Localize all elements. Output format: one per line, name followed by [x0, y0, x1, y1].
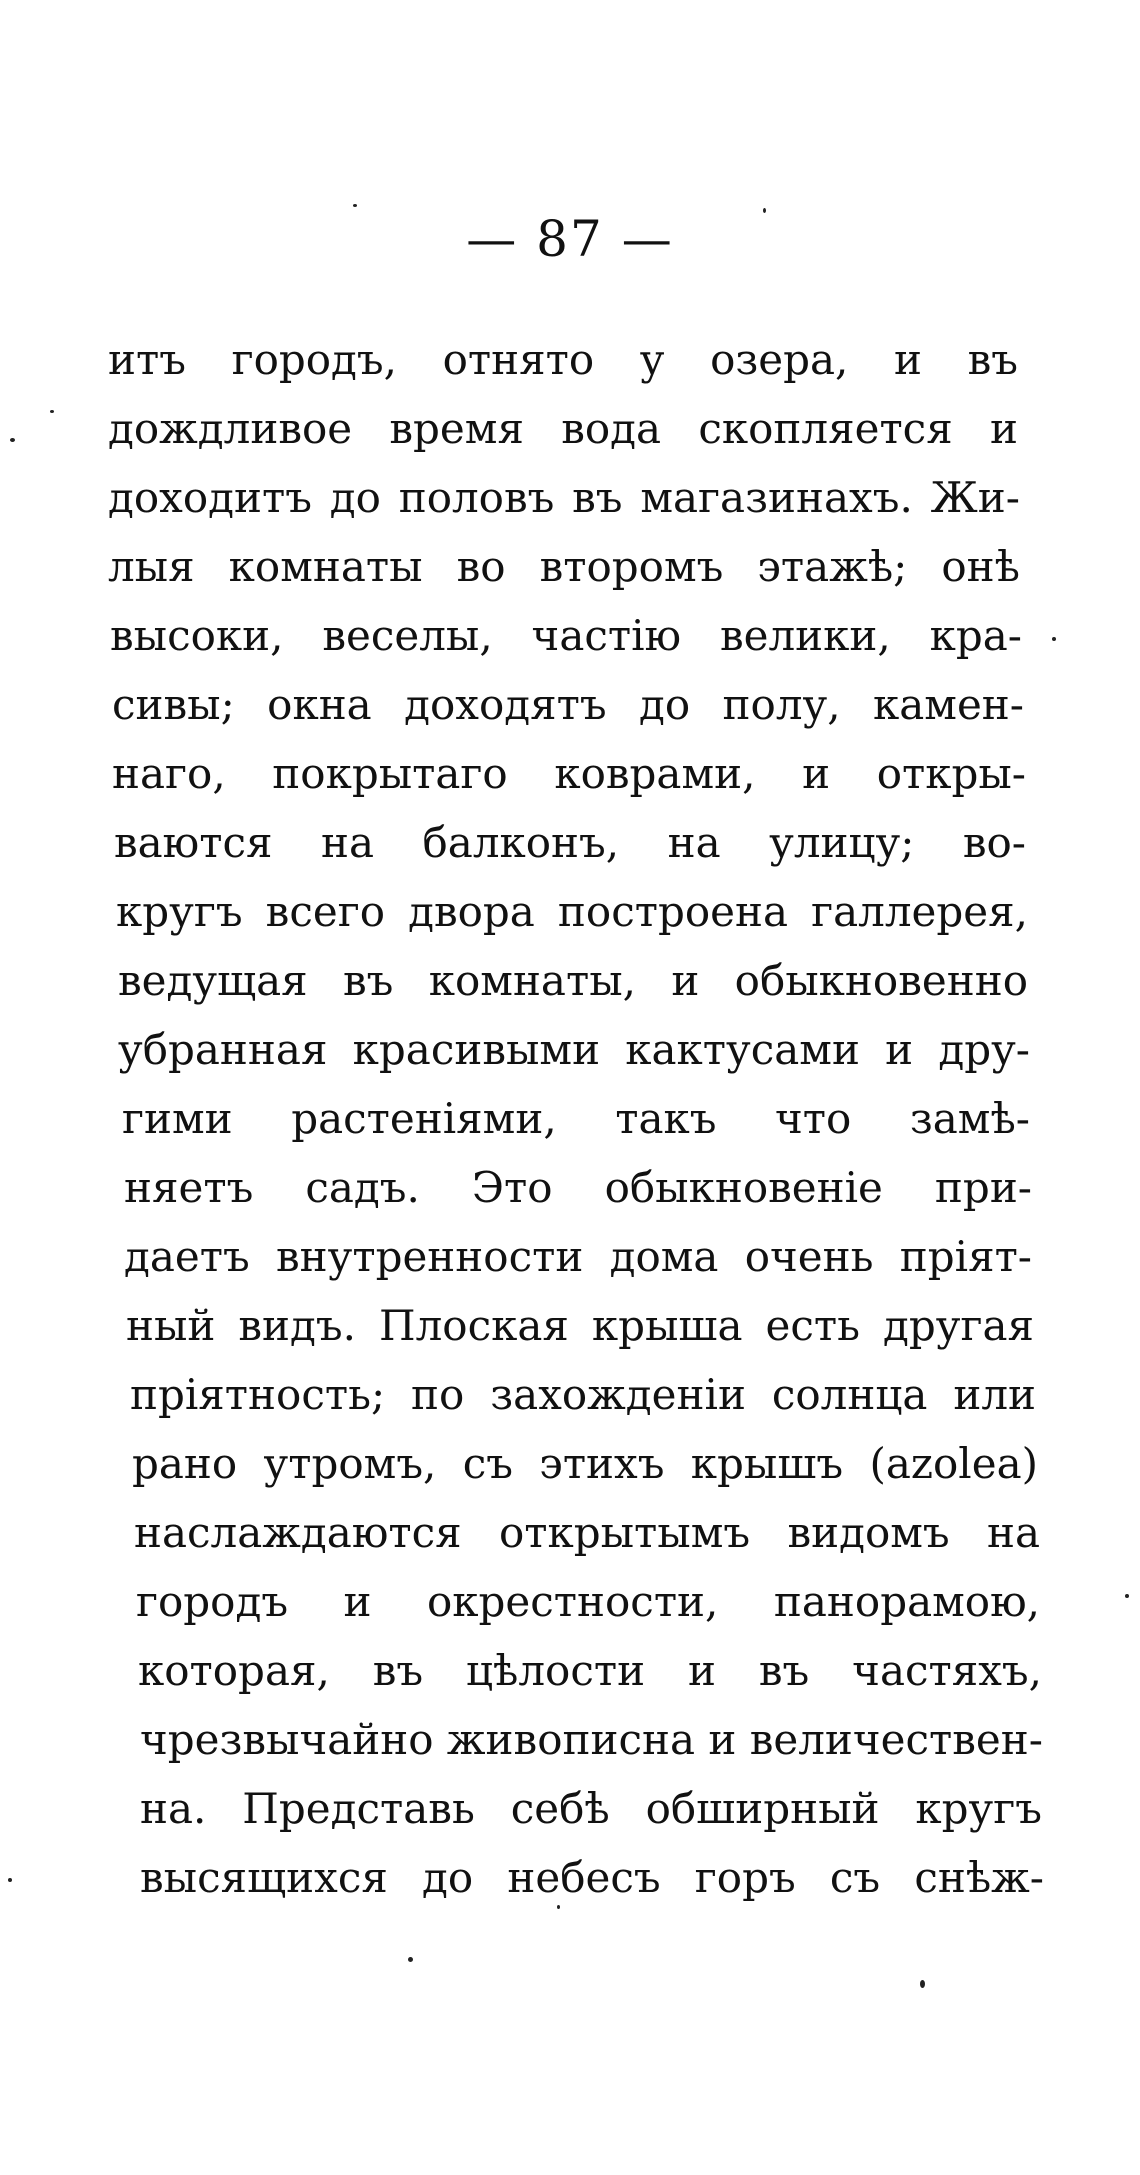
text-line: гими растеніями, такъ что замѣ- — [122, 1094, 1030, 1143]
text-line: наслаждаются открытымъ видомъ на — [134, 1508, 1040, 1557]
text-line: которая, въ цѣлости и въ частяхъ, — [138, 1646, 1042, 1695]
text-line: пріятность; по захожденіи солнца или — [130, 1370, 1036, 1419]
text-line: сивы; окна доходятъ до полу, камен- — [112, 680, 1024, 729]
text-line: няетъ садъ. Это обыкновеніе при- — [124, 1163, 1032, 1212]
scan-speck — [408, 1957, 413, 1962]
text-line: городъ и окрестности, панорамою, — [136, 1577, 1040, 1626]
text-line: даетъ внутренности дома очень пріят- — [124, 1232, 1032, 1281]
scan-speck — [10, 438, 15, 442]
scan-speck — [8, 1878, 12, 1882]
scan-speck — [763, 208, 766, 213]
text-line: высоки, веселы, частію велики, кра- — [110, 611, 1022, 660]
scan-speck — [50, 410, 54, 413]
text-line: кругъ всего двора построена галлерея, — [116, 887, 1028, 936]
text-line: рано утромъ, съ этихъ крышъ (azolea) — [132, 1439, 1038, 1488]
text-line: ный видъ. Плоская крыша есть другая — [126, 1301, 1034, 1350]
page-number: — 87 — — [466, 210, 674, 268]
text-line: ведущая въ комнаты, и обыкновенно — [118, 956, 1028, 1005]
text-line: лыя комнаты во второмъ этажѣ; онѣ — [108, 542, 1020, 591]
text-line: ваются на балконъ, на улицу; во- — [114, 818, 1026, 867]
text-line: итъ городъ, отнято у озера, и въ — [108, 335, 1018, 384]
text-line: на. Представь себѣ обширный кругъ — [140, 1784, 1042, 1833]
text-line: высящихся до небесъ горъ съ снѣж- — [140, 1853, 1044, 1902]
text-line: доходитъ до половъ въ магазинахъ. Жи- — [108, 473, 1020, 522]
scan-speck — [1125, 1594, 1129, 1598]
scan-speck — [920, 1980, 925, 1988]
scan-speck — [353, 204, 357, 207]
scan-speck — [557, 1905, 560, 1909]
text-line: дождливое время вода скопляется и — [108, 404, 1018, 453]
text-line: убранная красивыми кактусами и дру- — [118, 1025, 1030, 1074]
text-line: наго, покрытаго коврами, и откры- — [112, 749, 1026, 798]
scan-speck — [1052, 637, 1056, 641]
text-line: чрезвычайно живописна и величествен- — [140, 1715, 1043, 1764]
